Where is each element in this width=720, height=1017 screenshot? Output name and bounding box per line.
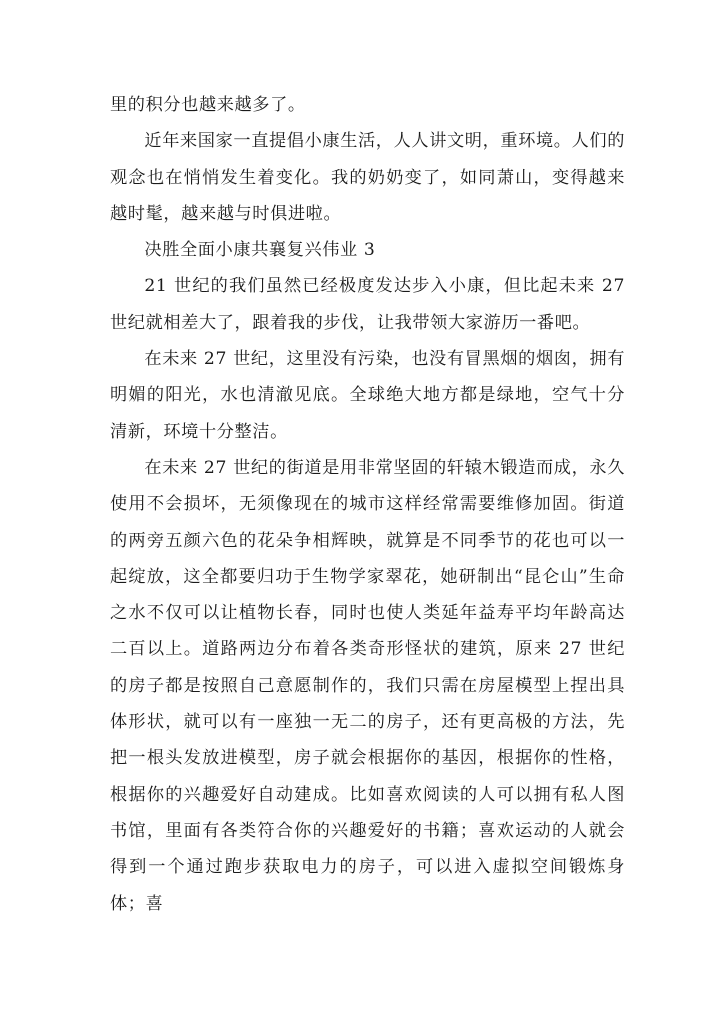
body-text <box>110 87 625 922</box>
paragraph-27th-century-environment: 在未来 27 世纪，这里没有污染，也没有冒黑烟的烟囱，拥有明媚的阳光，水也清澈见底。全球绝大地方都是绿地，空气十分清新，环境十分整洁。 <box>110 349 625 442</box>
paragraph-21st-century: 21 世纪的我们虽然已经极度发达步入小康，但比起未来 27 世纪就相差大了，跟着我的步伐，让我带领大家游历一番吧。 <box>110 276 625 333</box>
paragraph-continuation: 里的积分也越来越多了。 <box>110 95 306 115</box>
section-heading: 决胜全面小康共襄复兴伟业 3 <box>144 240 376 261</box>
paragraph-xiaokang-life: 近年来国家一直提倡小康生活，人人讲文明，重环境。人们的观念也在悄悄发生着变化。我的奶奶变了，如同萧山，变得越来越时髦，越来越与时俱进啦。 <box>110 131 625 224</box>
paragraph-27th-century-streets: 在未来 27 世纪的街道是用非常坚固的轩辕木锻造而成，永久使用不会损坏，无须像现在的城市这样经常需要维修加固。街道的两旁五颜六色的花朵争相辉映，就算是不同季节的花也可以一起绽放，这全都要归功于生物学家翠花，她研制出“昆仑山”生命之水不仅可以让植物长春，同时也使人类延年益寿平均年龄高达二百以上。道路两边分布着各类奇形怪状的建筑，原来 27 世纪的房子都是按照自己意愿制作的，我们只需在房屋模型上捏出具体形状，就可以有一座独一无二的房子，还有更高极的方法，先把一根头发放进模型，房子就会根据你的基因，根据你的性格，根据你的兴趣爱好自动建成。比如喜欢阅读的人可以拥有私人图书馆，里面有各类符合你的兴趣爱好的书籍；喜欢运动的人就会得到一个通过跑步获取电力的房子，可以进入虚拟空间锻炼身体；喜 <box>110 457 625 914</box>
